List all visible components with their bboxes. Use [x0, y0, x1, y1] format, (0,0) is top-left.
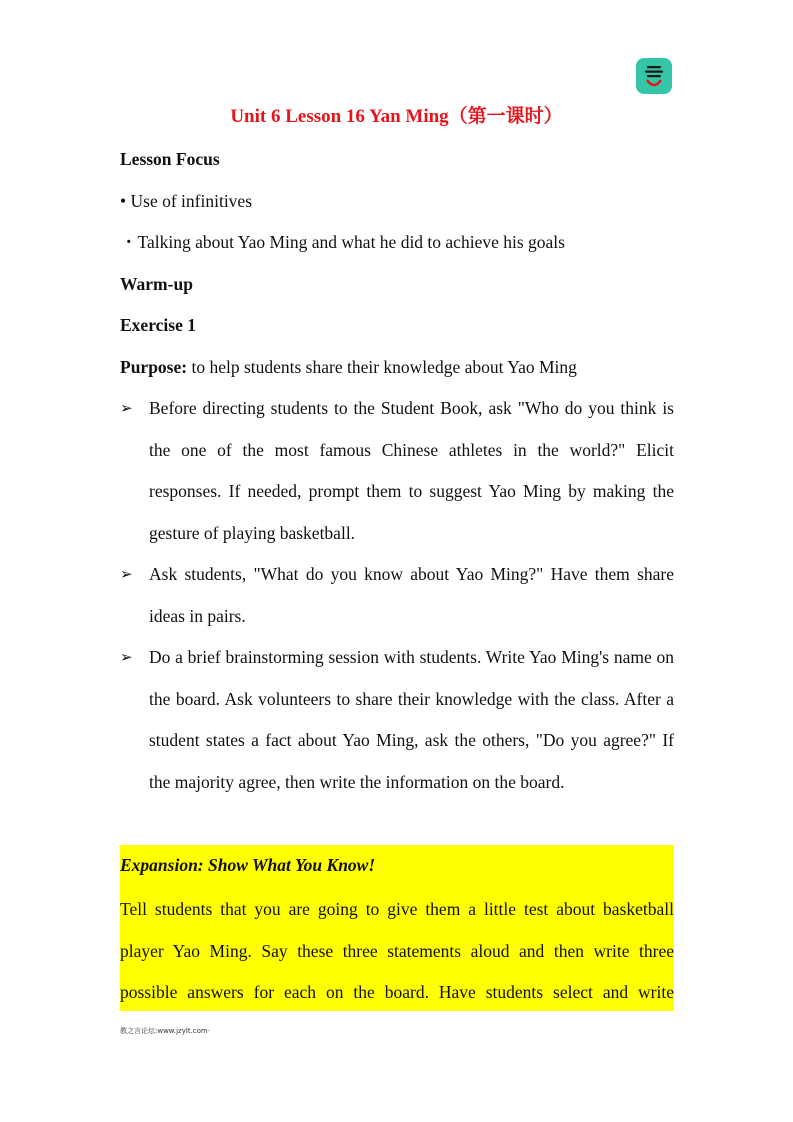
- footer-source: 教之言论坛:www.jzylt.com·: [120, 1027, 210, 1035]
- arrow-bullet-icon: ➢: [120, 650, 133, 666]
- arrow-bullet-icon: ➢: [120, 401, 133, 417]
- lesson-focus-heading: Lesson Focus: [120, 149, 220, 169]
- bullet-text: Ask students, "What do you know about Yao Ming?" Have them share ideas in pairs.: [149, 564, 674, 626]
- expansion-section: [120, 845, 674, 1011]
- bullet-text: Do a brief brainstorming session with students. Write Yao Ming's name on the board. Ask volunteers to share their knowledge with the class. After a student states a fact about Yao Ming, ask the others, "Do you agree?" If the majority agree, then write the information on the board.: [149, 647, 674, 792]
- warm-up-heading: Warm-up: [120, 274, 193, 294]
- lesson-focus-item-1: • Use of infinitives: [120, 191, 253, 211]
- arrow-bullet-icon: ➢: [120, 567, 133, 583]
- bullet-text: Before directing students to the Student Book, ask "Who do you think is the one of the most famous Chinese athletes in the world?" Elicit responses. If needed, prompt them to suggest Yao Ming by making the gesture of playing basketball.: [149, 398, 674, 543]
- expansion-body: Tell students that you are going to give them a little test about basketball player Yao Ming. Say these three statements aloud and then write three possible answers for each on the board. Have students select and write: [120, 899, 674, 1003]
- purpose-text: to help students share their knowledge about Yao Ming: [187, 357, 577, 377]
- exercise-heading: Exercise 1: [120, 315, 196, 335]
- purpose-line: [120, 355, 577, 379]
- expansion-title: Expansion: Show What You Know!: [120, 855, 376, 875]
- page-title: Unit 6 Lesson 16 Yan Ming（第一课时）: [230, 106, 563, 127]
- lesson-focus-item-2: ・Talking about Yao Ming and what he did to achieve his goals: [120, 232, 565, 252]
- purpose-label: Purpose:: [120, 357, 188, 377]
- site-logo-icon: [636, 58, 672, 94]
